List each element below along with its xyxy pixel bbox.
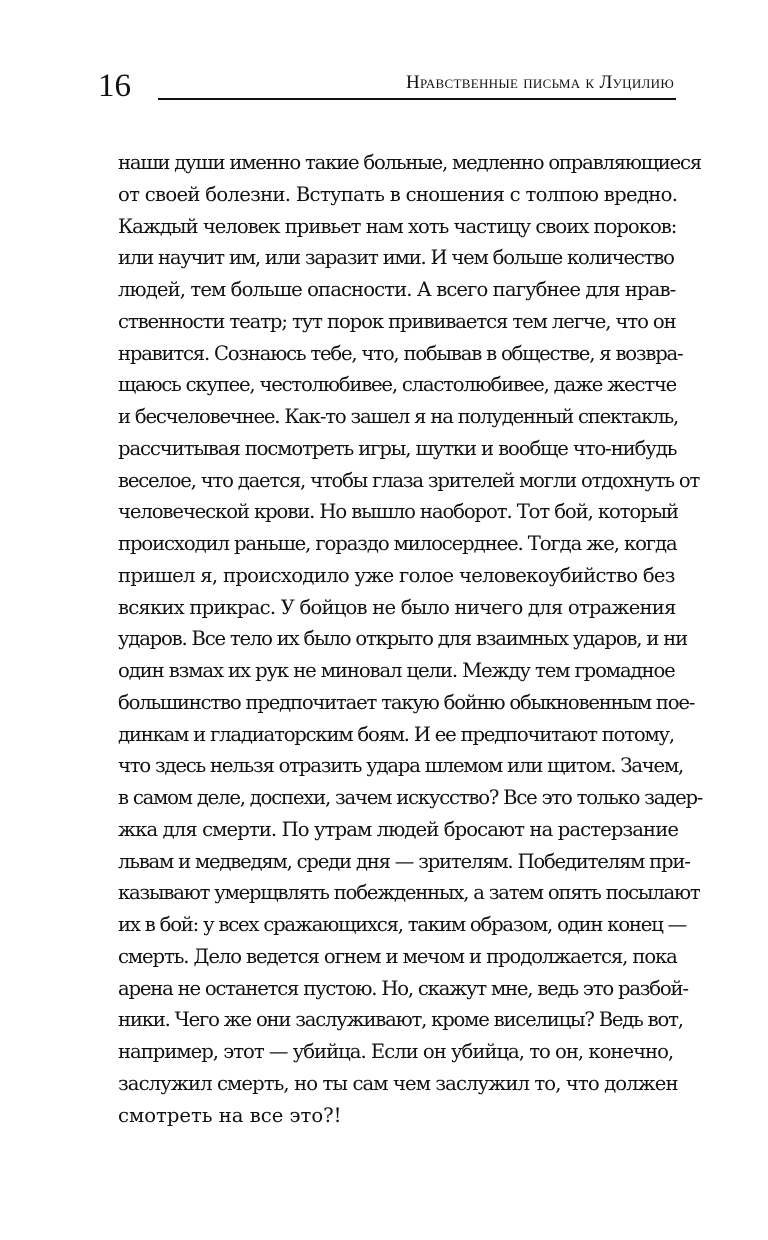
text-line: арена не останется пустою. Но, скажут мне, ведь это разбой-: [118, 976, 688, 1000]
text-line: что здесь нельзя отразить удара шлемом или щитом. Зачем,: [118, 754, 684, 778]
text-line: человеческой крови. Но вышло наоборот. Тот бой, который: [118, 500, 679, 524]
text-line: нравится. Сознаюсь тебе, что, побывав в обществе, я возвра-: [118, 341, 683, 365]
text-line: смерть. Дело ведется огнем и мечом и продолжается, пока: [118, 944, 677, 968]
running-title: Нравственные письма к Луцилию: [405, 72, 674, 93]
page-number: 16: [98, 68, 131, 104]
text-line: людей, тем больше опасности. А всего пагубнее для нрав-: [118, 278, 676, 301]
text-line: ники. Чего же они заслуживают, кроме виселицы? Ведь вот,: [118, 1008, 683, 1032]
text-line: смотреть на все это?!: [118, 1103, 342, 1127]
text-line: всяких прикрас. У бойцов не было ничего для отражения: [118, 595, 676, 619]
text-line: наши души именно такие больные, медленно оправляющиеся: [118, 151, 701, 174]
text-line: один взмах их рук не миновал цели. Между тем громадное: [118, 659, 675, 682]
text-line: пришел я, происходило уже голое человекоубийство без: [118, 563, 675, 587]
text-line: веселое, что дается, чтобы глаза зрителей могли отдохнуть от: [118, 468, 700, 492]
text-line: ударов. Все тело их было открыто для взаимных ударов, и ни: [118, 627, 687, 651]
text-line: щаюсь скупее, честолюбивее, сластолюбивее, даже жестче: [118, 373, 677, 397]
text-line: или научит им, или заразит ими. И чем больше количество: [118, 246, 674, 270]
text-line: динкам и гладиаторским боям. И ее предпочитают потому,: [118, 722, 674, 746]
text-line: заслужил смерть, но ты сам чем заслужил то, что должен: [118, 1071, 678, 1095]
header-rule: [158, 98, 676, 100]
text-line: их в бой: у всех сражающихся, таким образом, один конец —: [118, 913, 687, 936]
text-line: львам и медведям, среди дня — зрителям. Победителям при-: [118, 849, 690, 873]
body-text: [118, 147, 703, 1131]
text-line: рассчитывая посмотреть игры, шутки и вообще что-нибудь: [118, 436, 677, 460]
text-line: казывают умерщвлять побежденных, а затем опять посылают: [118, 881, 700, 905]
text-line: от своей болезни. Вступать в сношения с толпою вредно.: [118, 182, 678, 206]
text-line: ственности театр; тут порок прививается тем легче, что он: [118, 309, 676, 333]
text-line: большинство предпочитает такую бойню обыкновенным пое-: [118, 690, 695, 714]
text-line: и бесчеловечнее. Как-то зашел я на полуденный спектакль,: [118, 405, 679, 428]
text-line: происходил раньше, гораздо милосерднее. Тогда же, когда: [118, 532, 677, 555]
text-line: например, этот — убийца. Если он убийца, то он, конечно,: [118, 1040, 674, 1063]
text-line: жка для смерти. По утрам людей бросают на растерзание: [118, 817, 679, 841]
text-line: в самом деле, доспехи, зачем искусство? Все это только задер-: [118, 786, 703, 809]
text-line: Каждый человек привьет нам хоть частицу своих пороков:: [118, 214, 677, 238]
